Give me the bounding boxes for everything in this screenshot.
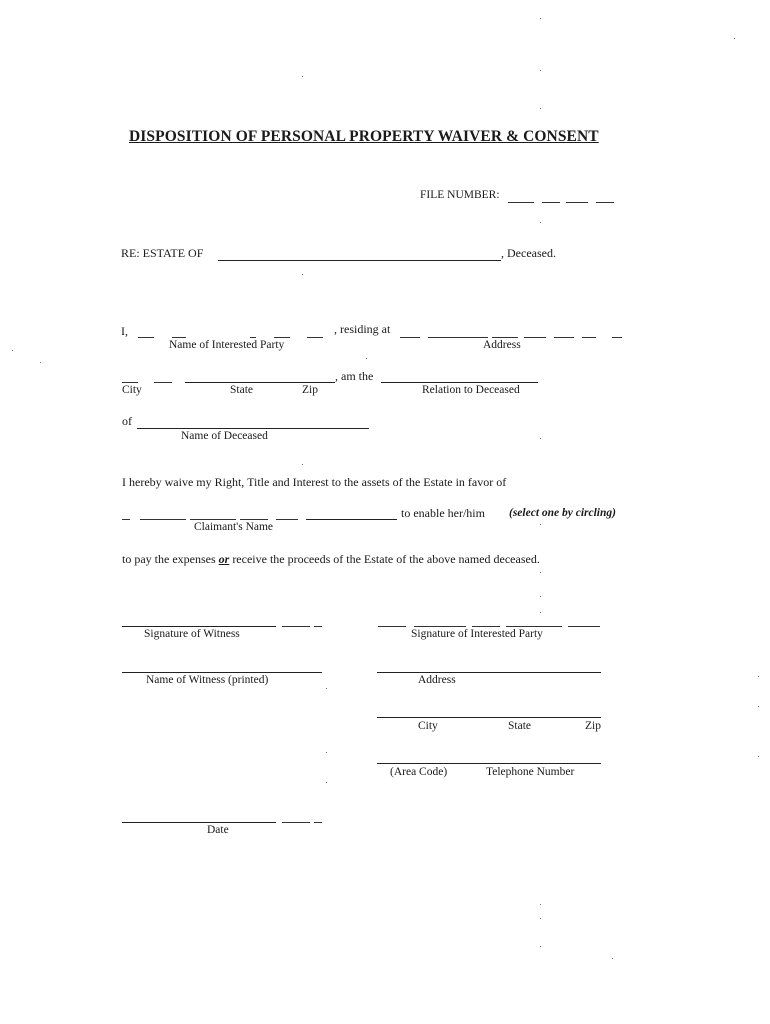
pay-text-2: receive the proceeds of the Estate of the above named deceased. [229,552,540,566]
scan-speck [758,706,759,707]
party-telephone-field[interactable] [377,763,601,764]
i-label: I, [121,324,128,338]
claimant-field-f[interactable] [306,519,397,520]
address-field-e[interactable] [554,337,574,338]
party-name-field-c[interactable] [250,337,256,338]
claimant-field-e[interactable] [276,519,298,520]
relation-caption: Relation to Deceased [422,384,520,396]
party-city-state-zip-field[interactable] [377,717,601,718]
select-one-note: (select one by circling) [509,507,616,519]
scan-speck [540,222,541,223]
claimant-field-c[interactable] [190,519,236,520]
scan-speck [540,612,541,613]
date-caption: Date [207,824,229,836]
scan-speck [540,946,541,947]
telephone-caption: Telephone Number [486,766,575,778]
residing-at-label: , residing at [334,322,391,336]
deceased-suffix: , Deceased. [501,246,556,260]
party-name-field-e[interactable] [307,337,323,338]
party-signature-field-d[interactable] [506,626,562,627]
scan-speck [302,274,303,275]
scan-speck [12,350,13,351]
scan-speck [366,358,367,359]
claimant-field-b[interactable] [140,519,186,520]
zip-caption: Zip [302,384,318,396]
party-signature-field-e[interactable] [568,626,600,627]
witness-name-field[interactable] [122,672,322,673]
file-number-label: FILE NUMBER: [420,189,500,201]
party-name-field-b[interactable] [172,337,186,338]
state-caption-2: State [508,720,531,732]
party-signature-field-b[interactable] [414,626,466,627]
scan-speck [302,464,303,465]
party-name-field-a[interactable] [138,337,154,338]
scan-speck [540,572,541,573]
party-signature-field-c[interactable] [472,626,500,627]
address-field-b[interactable] [428,337,488,338]
address-field-g[interactable] [612,337,622,338]
document-title: DISPOSITION OF PERSONAL PROPERTY WAIVER & CONSENT [129,128,599,145]
name-witness-caption: Name of Witness (printed) [146,674,269,686]
file-number-field-3[interactable] [566,202,588,203]
file-number-field-4[interactable] [596,202,614,203]
city-field[interactable] [122,382,138,383]
scan-speck [540,438,541,439]
address-field-d[interactable] [524,337,546,338]
claimant-field-a[interactable] [122,519,130,520]
date-field-b[interactable] [282,822,310,823]
address-caption: Address [483,339,521,351]
address-field-c[interactable] [492,337,518,338]
scan-speck [734,38,735,39]
enable-text: to enable her/him [401,506,485,520]
file-number-field-2[interactable] [542,202,560,203]
scan-speck [612,958,613,959]
signature-witness-caption: Signature of Witness [144,628,240,640]
witness-signature-field[interactable] [122,626,276,627]
am-the-label: , am the [335,369,374,383]
scan-speck [540,70,541,71]
file-number-field[interactable] [508,202,534,203]
scan-speck [40,362,41,363]
party-signature-field-a[interactable] [378,626,406,627]
waive-sentence: I hereby waive my Right, Title and Interest to the assets of the Estate in favor of [122,475,507,489]
or-word: or [218,552,230,566]
scan-speck [540,596,541,597]
name-deceased-caption: Name of Deceased [181,430,268,442]
witness-signature-field-c[interactable] [314,626,322,627]
pay-sentence [122,552,540,567]
scan-speck [326,688,327,689]
re-estate-label: RE: ESTATE OF [121,246,204,260]
witness-signature-field-b[interactable] [282,626,310,627]
city-caption: City [122,384,142,396]
estate-name-field[interactable] [218,260,501,261]
zip-caption-2: Zip [585,720,601,732]
scan-speck [326,782,327,783]
party-address-field[interactable] [377,672,601,673]
of-label: of [122,414,132,428]
deceased-name-field[interactable] [137,428,369,429]
scan-speck [540,904,541,905]
scan-speck [540,918,541,919]
pay-text-1: to pay the expenses [122,552,219,566]
scan-speck [758,676,759,677]
state-field-a[interactable] [154,382,172,383]
address-caption-2: Address [418,674,456,686]
scan-speck [302,76,303,77]
signature-party-caption: Signature of Interested Party [411,628,543,640]
scan-speck [540,18,541,19]
area-code-caption: (Area Code) [390,766,448,778]
state-caption: State [230,384,253,396]
party-name-field-d[interactable] [274,337,290,338]
scan-speck [540,524,541,525]
city-caption-2: City [418,720,438,732]
address-field-f[interactable] [582,337,596,338]
name-interested-party-caption: Name of Interested Party [169,339,285,351]
state-zip-field[interactable] [185,382,335,383]
scan-speck [758,756,759,757]
scan-speck [540,108,541,109]
scan-speck [326,752,327,753]
date-field-c[interactable] [314,822,322,823]
claimant-field-d[interactable] [240,519,268,520]
address-field-a[interactable] [400,337,420,338]
claimant-caption: Claimant's Name [194,521,274,533]
date-field[interactable] [122,822,276,823]
relation-field[interactable] [381,382,538,383]
